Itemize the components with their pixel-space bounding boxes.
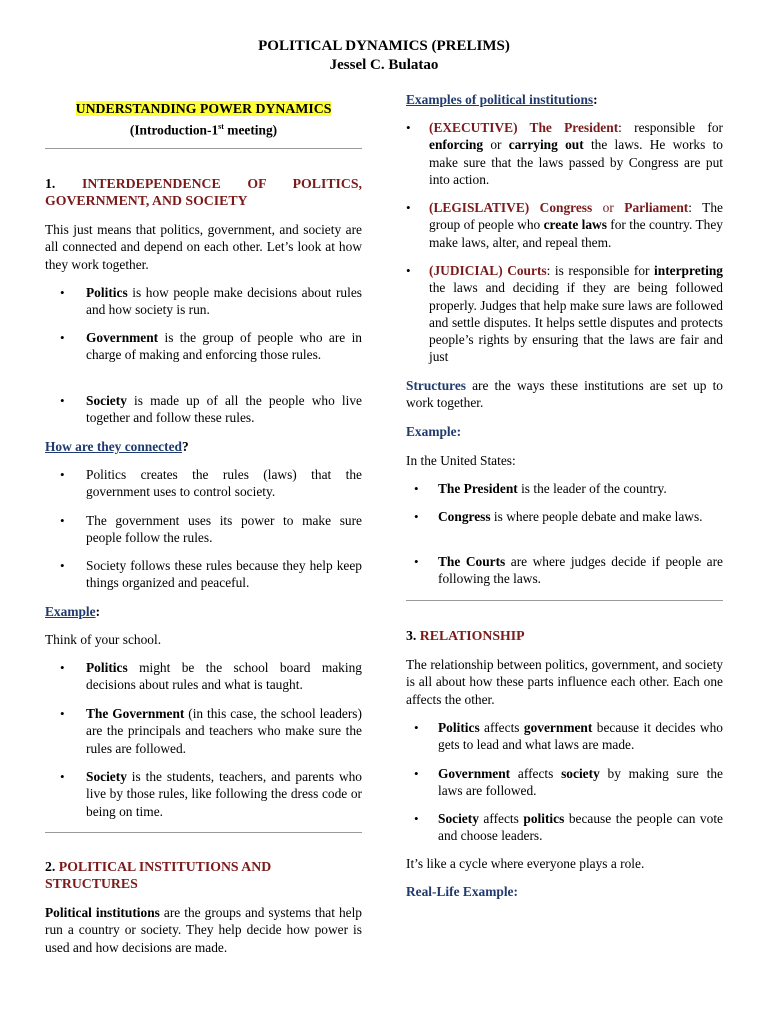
divider: [45, 148, 362, 149]
section-1-intro: This just means that politics, government, and society are all connected and depend on each other. Let’s look at how they work together.: [45, 222, 362, 272]
right-column: Examples of political institutions: • (EXECUTIVE) The President: responsible for enforcing or carrying out the laws. He works to make sure that the laws passed by Congress are put into action. • (LEGISLATIVE) Congress or Parliament: The group of people who create laws for the country. They make laws, alter, and repeal them. • (JUDICIAL) Courts: is responsible for interpreting the laws and deciding if they are being followed properly. Judges that help make sure laws are followed and settle disputes. It helps settle disputes and protects people’s rights by ensuring that the laws are fair and just Structures are the ways these institutions are set up to work together. Example: In the United States: • The President is the leader of the country. • Congress is where people debate and make laws. • The Courts are where judges decide if people are following the laws. 3. RELATIONSHIP The relationship between politics, government, and society is all about how these parts influence each other. Each one affects the other. • Politics affects government because it decides who gets to lead and what laws are made. • Government affects society by making sure the laws are followed. • Society affects politics because the people can vote and choose leaders. It’s like a cycle where everyone plays a role. Real-Life Example:: [406, 92, 724, 899]
examples-heading: Examples of political institutions:: [406, 92, 598, 107]
section-2-text: Political institutions are the groups and systems that help run a country or society. They help decide how power is used and how decisions are made.: [45, 905, 363, 955]
structures-text: Structures are the ways these institutions are set up to work together.: [406, 378, 723, 411]
cycle-text: It’s like a cycle where everyone plays a role.: [406, 856, 645, 871]
divider: [406, 600, 723, 601]
section-3-intro: The relationship between politics, government, and society is all about how these parts influence each other. Each one affects the other.: [406, 657, 723, 707]
example-heading: Example:: [45, 604, 101, 619]
example-label: Example:: [406, 424, 462, 439]
banner-heading: UNDERSTANDING POWER DYNAMICS: [75, 101, 332, 116]
school-intro: Think of your school.: [45, 632, 162, 647]
document-title: POLITICAL DYNAMICS (PRELIMS): [258, 38, 510, 54]
us-intro: In the United States:: [406, 453, 516, 468]
connected-heading: How are they connected?: [45, 439, 189, 454]
example-link[interactable]: Example: [45, 604, 96, 619]
left-column: UNDERSTANDING POWER DYNAMICS (Introduction-1st meeting) 1. INTERDEPENDENCE OF POLITICS, GOVERNMENT, AND SOCIETY This just means that politics, government, and society are all connected and depend on each other. Let’s look at how they work together. • Politics is how people make decisions about rules and how society is run. • Government is the group of people who are in charge of making and enforcing those rules. • Society is made up of all the people who live together and follow these rules. How are they connected? • Politics creates the rules (laws) that the government uses to control society. • The government uses its power to make sure people follow the rules. • Society follows these rules because they help keep things organized and peaceful. Example: Think of your school. • Politics might be the school board making decisions about rules and what is taught. • The Government (in this case, the school leaders) are the principals and teachers who make sure the rules are followed. • Society is the students, teachers, and parents who live by those rules, like following the dress code or being on time. 2. POLITICAL INSTITUTIONS AND STRUCTURES Political institutions are the groups and systems that help run a country or society. They help decide how power is used and how decisions are made.: [45, 101, 363, 955]
examples-link[interactable]: Examples of political institutions: [406, 92, 594, 107]
section-1-heading: 1. INTERDEPENDENCE OF POLITICS, GOVERNMENT, AND SOCIETY: [45, 176, 362, 209]
subtitle: (Introduction-1st meeting): [129, 122, 278, 138]
real-life-heading: Real-Life Example:: [406, 884, 518, 899]
section-3-heading: 3. RELATIONSHIP: [406, 628, 525, 643]
section-2-heading: 2. POLITICAL INSTITUTIONS AND STRUCTURES: [45, 859, 272, 892]
document-author: Jessel C. Bulatao: [329, 57, 439, 73]
divider: [45, 832, 362, 833]
connected-link[interactable]: How are they connected: [45, 439, 182, 454]
